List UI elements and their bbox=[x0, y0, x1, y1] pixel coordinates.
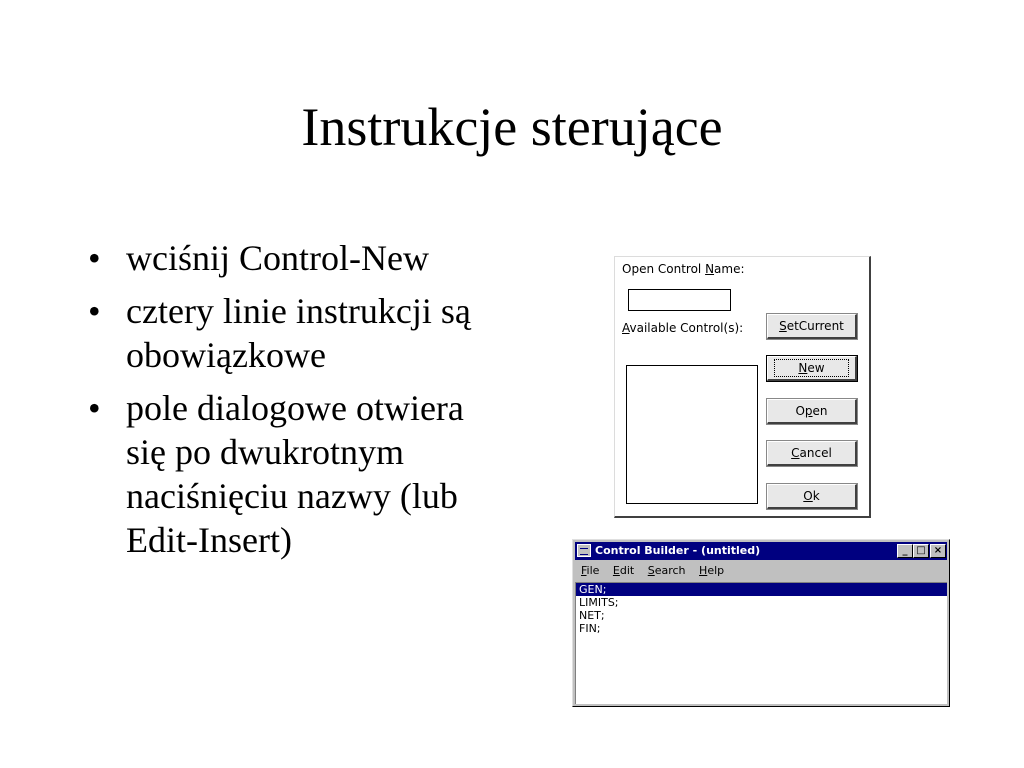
slide-title: Instrukcje sterujące bbox=[301, 97, 723, 157]
control-name-input[interactable] bbox=[628, 289, 731, 311]
open-button[interactable]: Open bbox=[767, 399, 857, 424]
bullet-text: • pole dialogowe otwiera bbox=[126, 388, 464, 428]
control-builder-window bbox=[572, 539, 950, 707]
code-editor[interactable] bbox=[575, 582, 947, 704]
ok-button[interactable]: Ok bbox=[767, 484, 857, 509]
bullet-text: • cztery linie instrukcji są bbox=[126, 291, 471, 331]
new-button[interactable]: New bbox=[767, 356, 857, 381]
bullet-item bbox=[86, 289, 586, 377]
bullet-item bbox=[86, 386, 586, 562]
bullet-list bbox=[86, 236, 586, 571]
available-controls-label: Available Control(s): bbox=[622, 321, 744, 335]
open-control-dialog bbox=[614, 256, 871, 518]
code-line-selected[interactable]: GEN; bbox=[576, 583, 947, 596]
menu-help[interactable]: Help bbox=[699, 564, 725, 577]
window-title: Control Builder - (untitled) bbox=[595, 544, 761, 557]
title-bar[interactable] bbox=[575, 542, 947, 560]
cancel-button[interactable]: Cancel bbox=[767, 441, 857, 466]
code-line[interactable]: FIN; bbox=[579, 622, 601, 635]
menu-search[interactable]: Search bbox=[647, 564, 686, 577]
code-line[interactable]: LIMITS; bbox=[579, 596, 619, 609]
bullet-text: • wciśnij Control-New bbox=[126, 238, 429, 278]
control-name-label: Open Control Name: bbox=[622, 262, 745, 276]
bullet-text: obowiązkowe bbox=[126, 335, 326, 375]
menu-file[interactable]: File bbox=[581, 564, 600, 577]
available-controls-list[interactable] bbox=[626, 365, 758, 504]
code-line[interactable]: NET; bbox=[579, 609, 605, 622]
maximize-icon[interactable]: □ bbox=[913, 544, 929, 558]
bullet-text: naciśnięciu nazwy (lub bbox=[126, 476, 458, 516]
setcurrent-button[interactable]: SetCurrent bbox=[767, 314, 857, 339]
close-icon[interactable]: × bbox=[930, 544, 946, 558]
bullet-text: się po dwukrotnym bbox=[126, 432, 404, 472]
bullet-text: Edit-Insert) bbox=[126, 520, 292, 560]
minimize-icon[interactable]: _ bbox=[897, 544, 913, 558]
menu-edit[interactable]: Edit bbox=[612, 564, 635, 577]
bullet-item bbox=[86, 236, 586, 280]
app-icon[interactable] bbox=[577, 544, 591, 557]
menu-bar bbox=[575, 562, 947, 580]
